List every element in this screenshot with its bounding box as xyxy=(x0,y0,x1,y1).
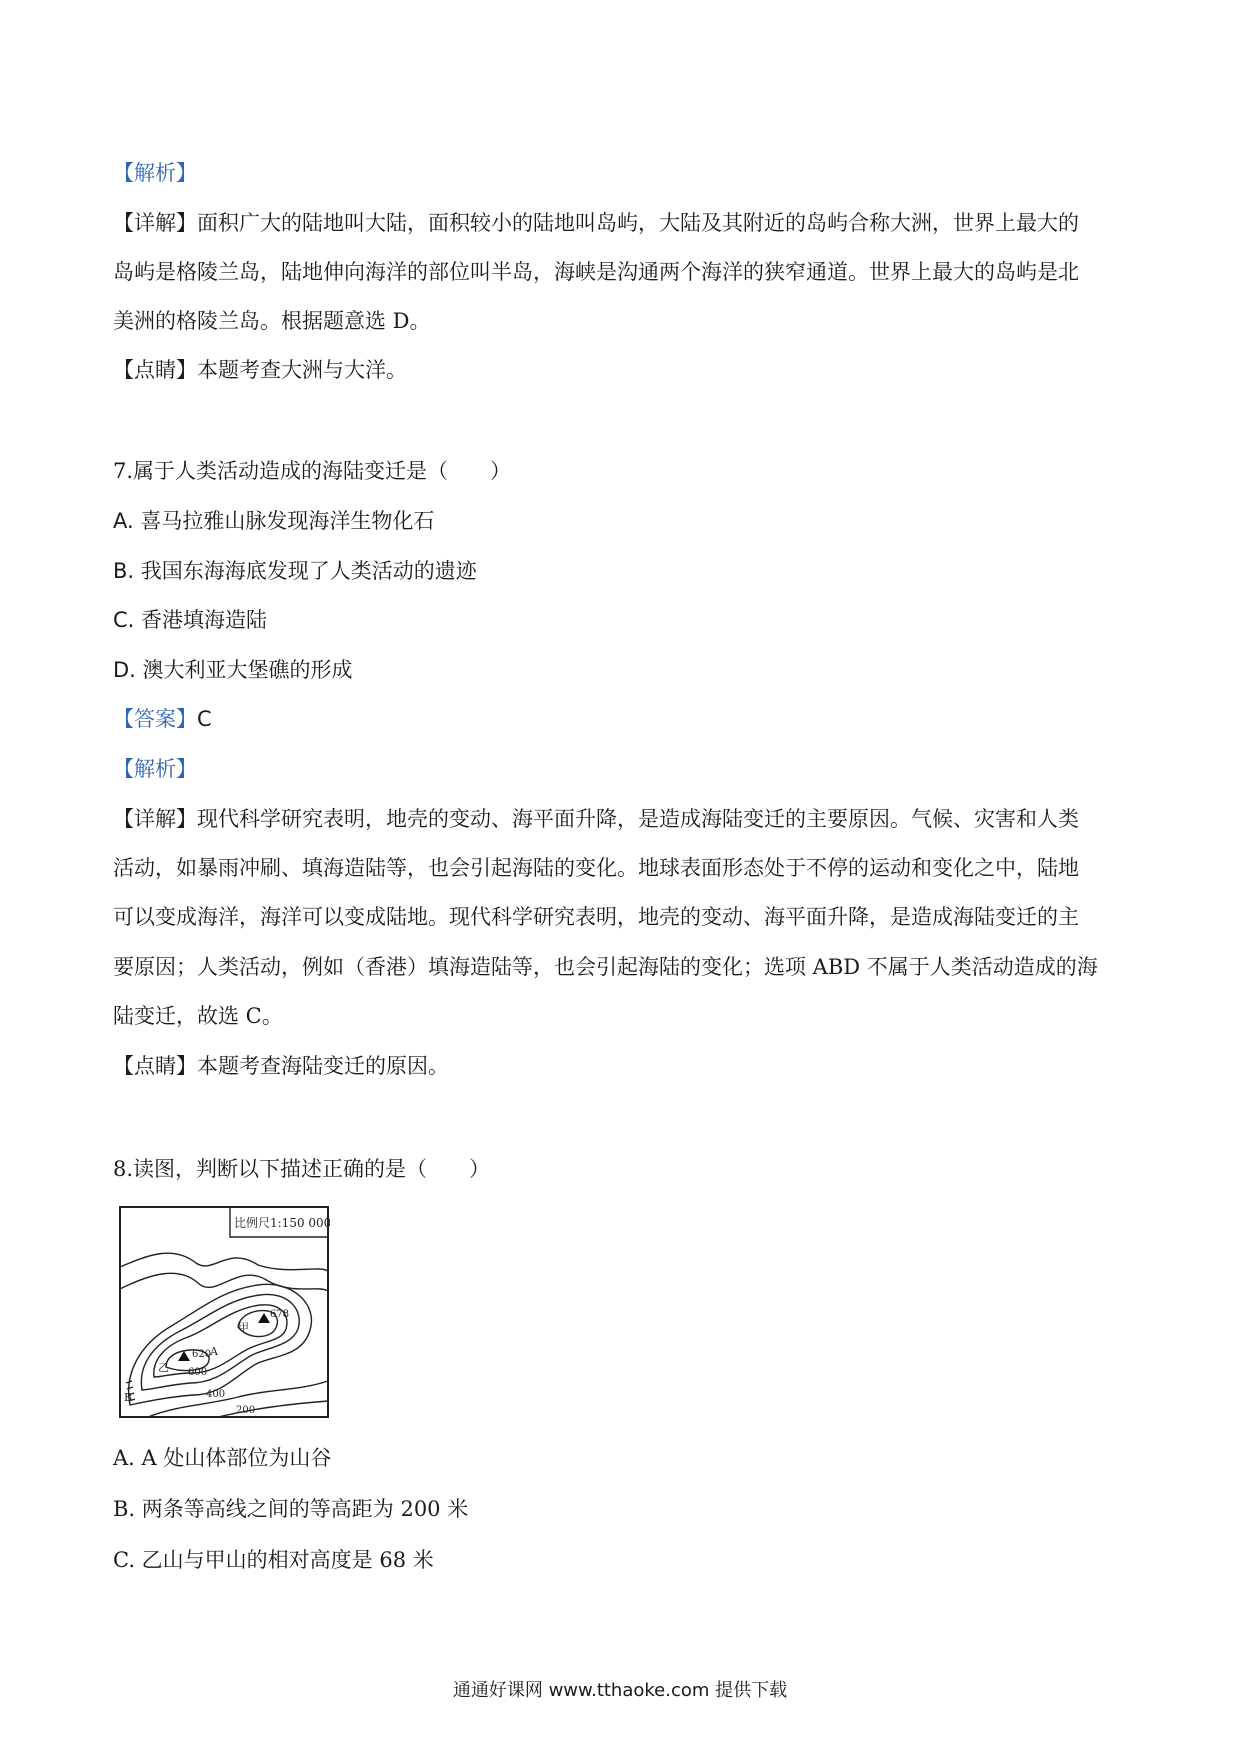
peak-jia-elevation: 678 xyxy=(270,1309,290,1320)
detail-line: 【详解】面积广大的陆地叫大陆，面积较小的陆地叫岛屿，大陆及其附近的岛屿合称大洲，世界上最大的 xyxy=(113,211,1079,235)
detail-line: 美洲的格陵兰岛。根据题意选 D。 xyxy=(113,309,431,333)
contour-400-label: 400 xyxy=(206,1389,226,1400)
detail-line: 要原因；人类活动，例如（香港）填海造陆等，也会引起海陆的变化；选项 ABD 不属于人类活动造成的海 xyxy=(113,955,1098,979)
peak-jia-label: 甲 xyxy=(238,1321,249,1334)
peak-yi-label: 乙 xyxy=(158,1361,169,1374)
contour-200-label: 200 xyxy=(236,1405,256,1416)
question-7-stem: 7.属于人类活动造成的海陆变迁是（ ） xyxy=(113,459,512,483)
q7-option-d: D. 澳大利亚大堡礁的形成 xyxy=(113,658,353,682)
q7-option-c: C. 香港填海造陆 xyxy=(113,608,268,632)
answer-label: 【答案】 xyxy=(113,707,197,731)
q8-option-a: A. A 处山体部位为山谷 xyxy=(113,1446,332,1470)
question-8-stem: 8.读图，判断以下描述正确的是（ ） xyxy=(113,1157,491,1181)
detail-line: 可以变成海洋，海洋可以变成陆地。现代科学研究表明，地壳的变动、海平面升降，是造成海陆变迁的主 xyxy=(113,905,1079,929)
analysis-heading: 【解析】 xyxy=(113,161,197,185)
q7-option-a: A. 喜马拉雅山脉发现海洋生物化石 xyxy=(113,509,435,533)
q7-answer xyxy=(113,704,212,734)
contour-map xyxy=(118,1205,330,1420)
q8-option-b: B. 两条等高线之间的等高距为 200 米 xyxy=(113,1497,469,1521)
detail-line: 活动，如暴雨冲刷、填海造陆等，也会引起海陆的变化。地球表面形态处于不停的运动和变化之中，陆地 xyxy=(113,856,1079,880)
detail-line: 岛屿是格陵兰岛，陆地伸向海洋的部位叫半岛，海峡是沟通两个海洋的狭窄通道。世界上最大的岛屿是北 xyxy=(113,260,1079,284)
map-scale-label: 比例尺1:150 000 xyxy=(234,1216,330,1230)
point-a-label: A xyxy=(210,1345,218,1358)
q8-option-c: C. 乙山与甲山的相对高度是 68 米 xyxy=(113,1548,434,1572)
detail-line: 陆变迁，故选 C。 xyxy=(113,1004,283,1028)
detail-line: 【详解】现代科学研究表明，地壳的变动、海平面升降，是造成海陆变迁的主要原因。气候、灾害和人类 xyxy=(113,807,1079,831)
peak-jia-triangle-icon xyxy=(258,1313,270,1323)
q7-option-b: B. 我国东海海底发现了人类活动的遗迹 xyxy=(113,559,477,583)
page-footer: 通通好课网 www.tthaoke.com 提供下载 xyxy=(452,1680,788,1701)
contour-600-label: 600 xyxy=(188,1367,208,1378)
point-b-label: B xyxy=(124,1391,133,1404)
analysis-heading: 【解析】 xyxy=(113,757,197,781)
answer-value: C xyxy=(197,707,212,731)
peak-yi-elevation: 620 xyxy=(192,1349,212,1360)
comment-line: 【点睛】本题考查大洲与大洋。 xyxy=(113,358,407,382)
comment-line: 【点睛】本题考查海陆变迁的原因。 xyxy=(113,1054,449,1078)
